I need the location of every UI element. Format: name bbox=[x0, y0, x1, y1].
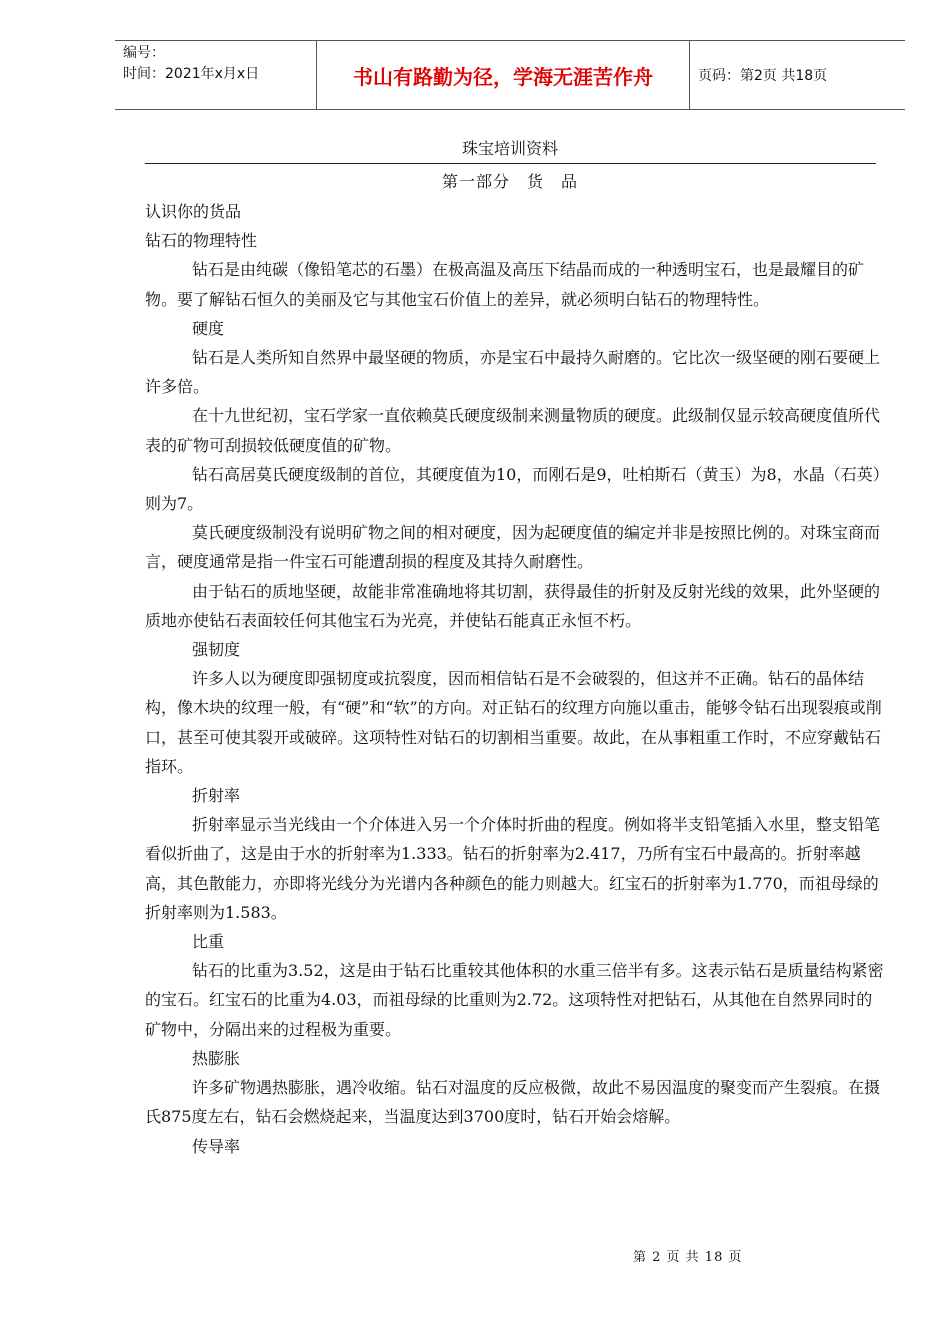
paragraph: 钻石高居莫氏硬度级制的首位，其硬度值为10，而刚石是9，吐柏斯石（黄玉）为8，水晶（石英）则为7。 bbox=[145, 464, 881, 514]
doc-number-label: 编号： bbox=[123, 45, 165, 61]
paragraph: 由于钻石的质地坚硬，故能非常准确地将其切割，获得最佳的折射及反射光线的效果，此外坚硬的质地亦使钻石表面较任何其他宝石为光亮，并使钻石能真正永恒不朽。 bbox=[145, 581, 881, 630]
paragraph: 折射率显示当光线由一个介体进入另一个介体时折曲的程度。例如将半支铅笔插入水里，整支铅笔看似折曲了，这是由于水的折射率为1.333。钻石的折射率为2.417，乃所有宝石中最高的。折射率越高，其色散能力，亦即将光线分为光谱内各种颜色的能力则越大。红宝石的折射率为1.770，而祖母绿的折射率则为1.583。 bbox=[145, 815, 881, 922]
paragraph: 钻石是人类所知自然界中最坚硬的物质，亦是宝石中最持久耐磨的。它比次一级坚硬的刚石要硬上许多倍。 bbox=[145, 348, 881, 397]
paragraph: 传导率 bbox=[192, 1136, 241, 1156]
paragraph: 钻石是由纯碳（像铅笔芯的石墨）在极高温及高压下结晶而成的一种透明宝石，也是最耀目的矿物。要了解钻石恒久的美丽及它与其他宝石价值上的差异，就必须明白钻石的物理特性。 bbox=[145, 260, 865, 309]
paragraph: 在十九世纪初，宝石学家一直依赖莫氏硬度级制来测量物质的硬度。此级制仅显示较高硬度值所代表的矿物可刮损较低硬度值的矿物。 bbox=[145, 406, 881, 455]
paragraph: 强韧度 bbox=[192, 640, 241, 660]
page-header bbox=[115, 40, 905, 110]
paragraph: 许多人以为硬度即强韧度或抗裂度，因而相信钻石是不会破裂的，但这并不正确。钻石的晶体结构，像木块的纹理一般，有“硬”和“软”的方向。对正钻石的纹理方向施以重击，能够令钻石出现裂痕或削口，甚至可使其裂开或破碎。这项特性对钻石的切割相当重要。故此，在从事粗重工作时，不应穿戴钻石指环。 bbox=[145, 669, 882, 776]
paragraph: 许多矿物遇热膨胀，遇冷收缩。钻石对温度的反应极微，故此不易因温度的聚变而产生裂痕。在摄氏875度左右，钻石会燃烧起来，当温度达到3700度时，钻石开始会熔解。 bbox=[145, 1078, 881, 1127]
title-divider bbox=[145, 163, 876, 164]
paragraph: 比重 bbox=[192, 932, 225, 952]
header-page-info: 页码：第2页 共18页 bbox=[698, 68, 828, 84]
doc-time-label: 时间：2021年x月x日 bbox=[123, 66, 260, 82]
page-footer: 第 2 页 共 18 页 bbox=[633, 1250, 743, 1265]
header-slogan: 书山有路勤为径，学海无涯苦作舟 bbox=[316, 41, 690, 109]
paragraph: 莫氏硬度级制没有说明矿物之间的相对硬度，因为起硬度值的编定并非是按照比例的。对珠宝商而言，硬度通常是指一件宝石可能遭刮损的程度及其持久耐磨性。 bbox=[145, 523, 881, 572]
paragraph: 硬度 bbox=[192, 318, 225, 338]
document-title: 珠宝培训资料 bbox=[461, 139, 558, 158]
paragraph: 热膨胀 bbox=[192, 1048, 241, 1068]
paragraph: 钻石的物理特性 bbox=[145, 231, 258, 251]
part-title: 第一部分 货 品 bbox=[441, 172, 578, 191]
paragraph: 钻石的比重为3.52，这是由于钻石比重较其他体积的水重三倍半有多。这表示钻石是质量结构紧密的宝石。红宝石的比重为4.03，而祖母绿的比重则为2.72。这项特性对把钻石，从其他在自然界同时的矿物中，分隔出来的过程极为重要。 bbox=[145, 961, 884, 1039]
document-body bbox=[145, 197, 885, 1161]
paragraph: 认识你的货品 bbox=[145, 202, 242, 221]
paragraph: 折射率 bbox=[192, 786, 241, 806]
header-meta bbox=[115, 41, 316, 109]
